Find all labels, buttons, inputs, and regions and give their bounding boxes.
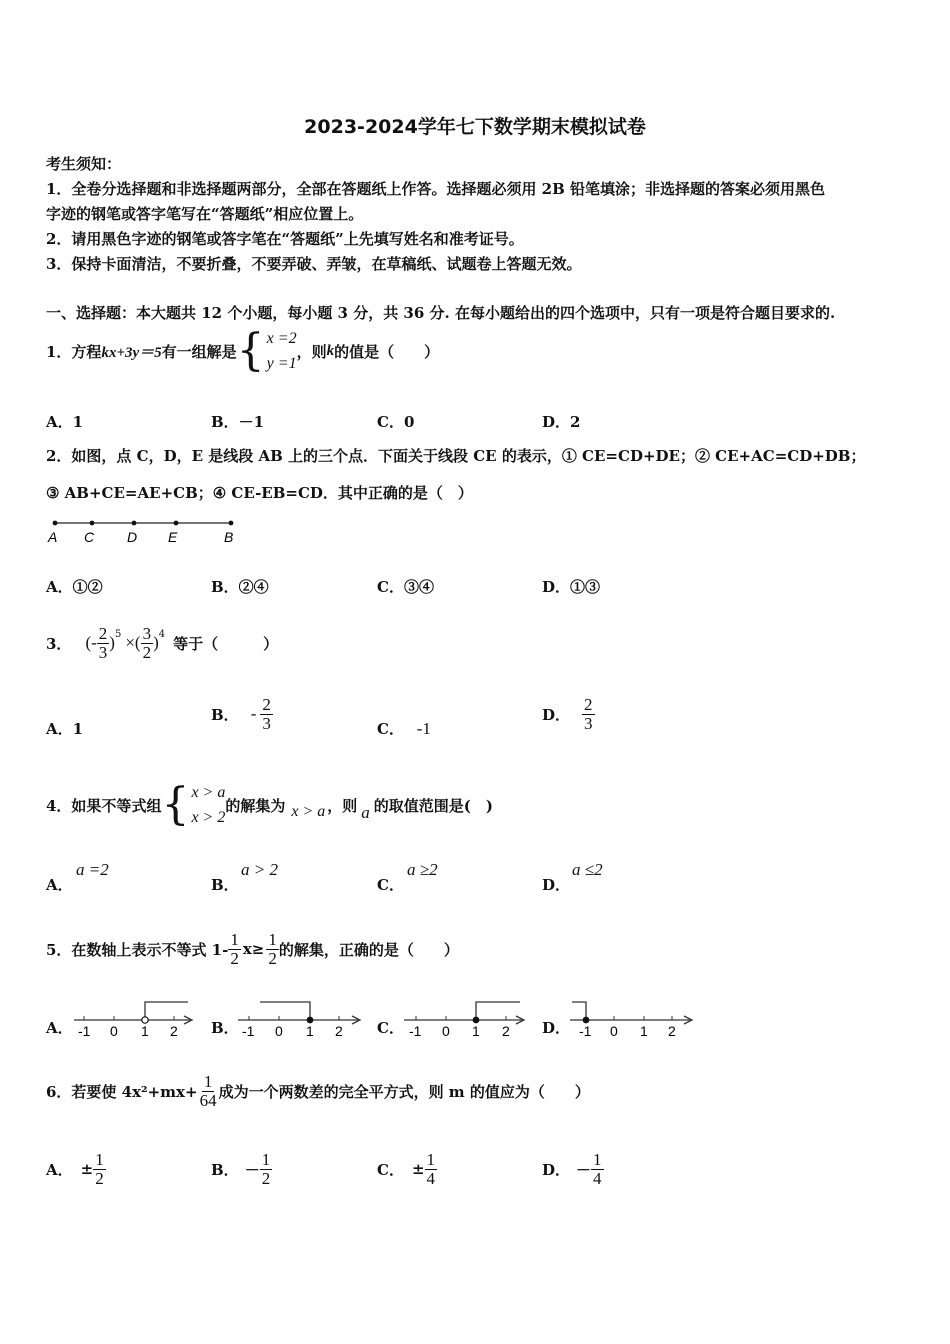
q4-c-value: a ≥2 xyxy=(407,860,438,879)
q1-option-b[interactable]: B．－1 xyxy=(211,413,265,431)
q6-c-label: C． xyxy=(377,1160,404,1179)
q2-option-d[interactable]: D．①③ xyxy=(542,578,601,596)
q1-system: { x =2 y =1 xyxy=(236,325,297,376)
question-4 xyxy=(46,776,493,834)
tick-label: 0 xyxy=(275,1023,283,1039)
tick-label: 0 xyxy=(610,1023,618,1039)
q3-d-fraction: $\frac{2}{3}$ xyxy=(584,694,593,733)
q1-post2: 的值是（ ） xyxy=(334,342,440,361)
q5-post: 的解集，正确的是（ ） xyxy=(278,940,459,959)
point-c xyxy=(90,521,95,526)
notice-line-1b: 字迹的钢笔或答字笔写在“答题纸”相应位置上。 xyxy=(46,205,364,223)
tick-label: -1 xyxy=(579,1023,592,1039)
q3-open: (- xyxy=(85,633,97,652)
question-3: 3． (- $\frac{2}{3}$ ) $^5$ ×( $\frac{3}{2}$ ) $^4$ 等于（ ） xyxy=(46,623,279,662)
q5-option-c-numberline[interactable] xyxy=(402,996,528,1042)
notice-line-3: 3．保持卡面清洁，不要折叠，不要弄破、弄皱，在草稿纸、试题卷上答题无效。 xyxy=(46,255,582,273)
q4-prefix: 4．如果不等式组 xyxy=(46,796,162,815)
q4-d-label: D． xyxy=(542,876,571,894)
q1-prefix: 1．方程 xyxy=(46,342,102,361)
q4-a: a xyxy=(361,803,370,822)
page-title: 2023-2024学年七下数学期末模拟试卷 xyxy=(304,116,646,138)
tick-label: -1 xyxy=(78,1023,91,1039)
q2-option-c[interactable]: C．③④ xyxy=(377,578,434,596)
q4-mid: 的解集为 xyxy=(225,796,286,815)
tick-label: 1 xyxy=(640,1023,648,1039)
q5-option-a-label[interactable]: A． xyxy=(46,1019,73,1037)
question-2-line-2: ③ AB+CE=AE+CB；④ CE-EB=CD．其中正确的是（ ） xyxy=(46,484,473,502)
tick-label: 0 xyxy=(110,1023,118,1039)
q5-fraction-2: $\frac{1}{2}$ xyxy=(268,929,277,968)
q1-option-d[interactable]: D．2 xyxy=(542,413,581,431)
q3-option-d[interactable] xyxy=(542,690,595,738)
q6-post: 成为一个两数差的完全平方式，则 m 的值应为（ ） xyxy=(218,1082,590,1101)
q3-exponent-2: 4 xyxy=(158,628,166,640)
q1-row-2: y =1 xyxy=(266,355,297,372)
q6-a-sign: ± xyxy=(80,1160,94,1178)
q5-option-b-label[interactable]: B． xyxy=(211,1019,239,1037)
q4-row-2: x > 2 xyxy=(191,809,226,826)
q3-fraction-2: $\frac{3}{2}$ xyxy=(142,623,152,662)
q5-option-d-numberline[interactable] xyxy=(568,996,696,1042)
segment-diagram xyxy=(44,514,244,548)
label-d: D xyxy=(127,529,138,545)
q5-option-b-numberline[interactable] xyxy=(236,996,364,1042)
notice-line-2: 2．请用黑色字迹的钢笔或答字笔在“答题纸”上先填写姓名和准考证号。 xyxy=(46,230,524,248)
q6-option-b[interactable] xyxy=(211,1144,272,1194)
point-e xyxy=(174,521,179,526)
q6-d-label: D． xyxy=(542,1160,571,1179)
tick-label: 1 xyxy=(306,1023,314,1039)
tick-label: 2 xyxy=(502,1023,510,1039)
q5-fraction-1: $\frac{1}{2}$ xyxy=(230,929,239,968)
q4-post: 的取值范围是( ) xyxy=(373,796,493,815)
point-d xyxy=(132,521,137,526)
notice-line-1a: 1．全卷分选择题和非选择题两部分，全部在答题纸上作答。选择题必须用 2B 铅笔填涂；非选择题的答案必须用黑色 xyxy=(46,180,826,198)
q4-b-label: B． xyxy=(211,876,239,894)
q6-option-c[interactable] xyxy=(377,1144,437,1194)
q5-x: x≥ xyxy=(242,940,265,958)
q3-b-sign: - xyxy=(250,704,257,723)
q4-system: { x > a x > 2 xyxy=(161,779,226,830)
q4-a-value: a =2 xyxy=(76,860,109,879)
q5-prefix: 5．在数轴上表示不等式 1- xyxy=(46,940,229,959)
tick-label: 2 xyxy=(335,1023,343,1039)
q1-equation: kx+3y＝5 xyxy=(101,344,162,361)
q3-number: 3． xyxy=(46,634,72,653)
q1-mid: 有一组解是 xyxy=(161,342,237,361)
q4-option-d[interactable] xyxy=(542,860,682,892)
q3-exponent-1: 5 xyxy=(114,628,122,640)
tick-label: -1 xyxy=(242,1023,255,1039)
q4-option-c[interactable] xyxy=(377,860,517,892)
question-6 xyxy=(46,1062,590,1120)
q6-option-d[interactable] xyxy=(542,1144,604,1194)
question-1 xyxy=(46,326,439,376)
q3-c-label: C． xyxy=(377,720,404,738)
q6-b-fraction: $\frac{1}{2}$ xyxy=(261,1149,271,1188)
point-a xyxy=(53,521,58,526)
q4-c-label: C． xyxy=(377,876,404,894)
label-b: B xyxy=(224,529,234,545)
q4-row-1: x > a xyxy=(191,784,226,801)
q4-d-value: a ≤2 xyxy=(572,860,603,879)
q2-option-b[interactable]: B．②④ xyxy=(211,578,269,596)
tick-label: -1 xyxy=(409,1023,422,1039)
q1-post: ，则 xyxy=(296,342,327,361)
q5-option-a-numberline[interactable] xyxy=(72,996,196,1042)
label-c: C xyxy=(84,529,95,545)
q4-a-label: A． xyxy=(46,876,73,894)
q6-a-label: A． xyxy=(46,1160,73,1179)
q1-row-1: x =2 xyxy=(266,330,297,347)
q3-option-c[interactable] xyxy=(377,718,431,739)
q6-c-fraction: $\frac{1}{4}$ xyxy=(426,1149,436,1188)
q6-d-sign: － xyxy=(576,1160,592,1179)
question-2-line-1: 2．如图，点 C，D，E 是线段 AB 上的三个点．下面关于线段 CE 的表示，① CE=CD+DE；② CE+AC=CD+DB； xyxy=(46,447,866,465)
q5-option-c-label[interactable]: C． xyxy=(377,1019,404,1037)
question-5 xyxy=(46,920,459,978)
q3-option-b[interactable] xyxy=(211,690,273,738)
q6-a-fraction: $\frac{1}{2}$ xyxy=(95,1149,104,1188)
q3-c-value: -1 xyxy=(416,719,431,738)
section-heading: 一、选择题：本大题共 12 个小题，每小题 3 分，共 36 分. 在每小题给出的四个选项中，只有一项是符合题目要求的. xyxy=(46,304,836,322)
q5-option-d-label[interactable]: D． xyxy=(542,1019,571,1037)
tick-label: 1 xyxy=(472,1023,480,1039)
q6-d-fraction: $\frac{1}{4}$ xyxy=(593,1149,602,1188)
tick-label: 0 xyxy=(442,1023,450,1039)
q2-option-a[interactable]: A．①② xyxy=(46,578,103,596)
q6-c-sign: ± xyxy=(411,1160,425,1178)
notice-heading: 考生须知： xyxy=(46,155,122,173)
q4-mid2: ，则 xyxy=(327,796,358,815)
q1-k: k xyxy=(326,342,335,359)
label-e: E xyxy=(168,529,178,545)
tick-label: 1 xyxy=(141,1023,149,1039)
point-b xyxy=(229,521,234,526)
q6-fraction: $\frac{1}{64}$ xyxy=(199,1071,217,1110)
q3-b-fraction: $\frac{2}{3}$ xyxy=(262,694,271,733)
q4-solution: x > a xyxy=(291,803,326,820)
q4-b-value: a > 2 xyxy=(241,860,278,879)
q6-prefix: 6．若要使 4x²+mx+ xyxy=(46,1082,198,1101)
q3-b-label: B． xyxy=(211,705,239,724)
q6-b-label: B． xyxy=(211,1160,239,1179)
label-a: A xyxy=(48,529,58,545)
q4-option-a[interactable] xyxy=(46,860,186,892)
tick-label: 2 xyxy=(170,1023,178,1039)
q3-d-label: D． xyxy=(542,705,571,724)
q3-option-a[interactable]: A．1 xyxy=(46,720,84,738)
q4-option-b[interactable] xyxy=(211,860,351,892)
q3-post: 等于（ ） xyxy=(173,634,279,653)
q1-option-a[interactable]: A．1 xyxy=(46,413,84,431)
tick-label: 2 xyxy=(668,1023,676,1039)
q3-fraction-1: $\frac{2}{3}$ xyxy=(98,623,108,662)
q3-times: ×( xyxy=(125,633,141,652)
q1-option-c[interactable]: C．0 xyxy=(377,413,415,431)
q6-option-a[interactable] xyxy=(46,1144,106,1194)
q6-b-sign: － xyxy=(244,1160,260,1179)
